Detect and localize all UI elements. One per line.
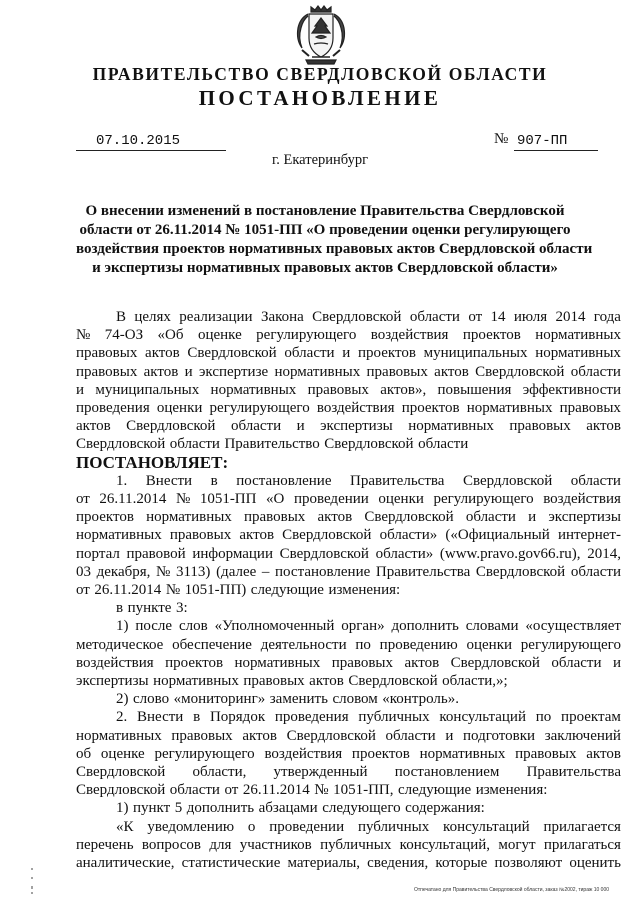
scan-margin-marks xyxy=(29,866,35,896)
title-line: О внесении изменений в постановление Правительства Свердловской xyxy=(85,203,565,219)
document-body xyxy=(76,308,621,872)
title-line: и экспертизы нормативных правовых актов Свердловской области» xyxy=(92,260,558,276)
body-line: методическое обеспечение деятельности по проведению оценки регулирующего xyxy=(76,636,621,653)
decree-word: ПОСТАНОВЛЯЕТ: xyxy=(76,452,229,472)
document-title xyxy=(76,202,593,278)
body-line: в пункте 3: xyxy=(116,600,188,617)
body-line: проектов нормативных правовых актов Свердловской области и экспертизы xyxy=(76,509,621,526)
body-line: Свердловской области, утвержденный постановлением Правительства xyxy=(76,764,621,781)
body-line: об оценке регулирующего воздействия проектов нормативных правовых актов xyxy=(76,745,621,762)
body-line: Свердловской области Правительство Свердловской области xyxy=(76,436,469,453)
document-date: 07.10.2015 xyxy=(96,133,181,149)
body-line: В целях реализации Закона Свердловской области от 14 июля 2014 года xyxy=(116,309,621,325)
date-field xyxy=(76,132,226,151)
body-line: правовых актов Свердловской области и проектов муниципальных нормативных xyxy=(76,345,621,362)
body-line: экспертизы нормативных правовых актов Свердловской области,»; xyxy=(76,673,508,690)
body-line: проведения оценки регулирующего воздействия проектов нормативных правовых xyxy=(76,400,621,417)
body-line: 1) пункт 5 дополнить абзацами следующего содержания: xyxy=(116,800,485,817)
print-footer: Отпечатано для Правительства Свердловской области, заказ №2002, тираж 10 000 xyxy=(414,887,610,893)
body-line: № 74-ОЗ «Об оценке регулирующего воздействия проектов нормативных xyxy=(76,327,621,344)
body-line: воздействия проектов нормативных правовых актов Свердловской области и xyxy=(76,654,621,671)
body-line: правовых актов и экспертизе нормативных правовых актов Свердловской области xyxy=(76,363,621,380)
document-type: ПОСТАНОВЛЕНИЕ xyxy=(198,86,442,110)
government-name: ПРАВИТЕЛЬСТВО СВЕРДЛОВСКОЙ ОБЛАСТИ xyxy=(92,64,548,84)
body-line: от 26.11.2014 № 1051-ПП) следующие изменения: xyxy=(76,582,401,599)
body-line: портал правовой информации Свердловской области» (www.pravo.gov66.ru), 2014, xyxy=(76,545,621,562)
body-line: и муниципальных нормативных правовых актов», повышения эффективности xyxy=(76,381,621,398)
body-line: 1. Внести в постановление Правительства Свердловской области xyxy=(116,472,621,489)
body-line: нормативных правовых актов Свердловской области и подготовки заключений xyxy=(76,727,621,744)
body-line: «К уведомлению о проведении публичных консультаций прилагается xyxy=(116,818,621,835)
number-field xyxy=(514,132,598,151)
title-line: области от 26.11.2014 № 1051-ПП «О проведении оценки регулирующего xyxy=(79,222,571,238)
body-line: нормативных правовых актов Свердловской области» («Официальный интернет- xyxy=(76,527,621,544)
body-line: 03 декабря, № 3113) (далее – постановление Правительства Свердловской области xyxy=(76,563,621,580)
number-label: № xyxy=(494,131,509,147)
body-line: Свердловской области от 26.11.2014 № 1051-ПП, следующие изменения: xyxy=(76,782,548,799)
body-line: аналитические, статистические материалы, сведения, которые позволяют оценить xyxy=(76,855,621,872)
city: г. Екатеринбург xyxy=(271,152,369,168)
document-number: 907-ПП xyxy=(517,133,568,149)
body-line: от 26.11.2014 № 1051-ПП «О проведении оценки регулирующего воздействия xyxy=(76,491,621,508)
body-line: актов Свердловской области и экспертизы нормативных правовых актов xyxy=(76,418,621,435)
body-line: 2. Внести в Порядок проведения публичных консультаций по проектам xyxy=(116,709,621,726)
body-line: перечень вопросов для участников публичных консультаций, могут прилагаться xyxy=(76,836,621,853)
title-line: воздействия проектов нормативных правовых актов Свердловской области xyxy=(76,241,593,257)
coat-of-arms-icon xyxy=(292,4,350,66)
body-line: 1) после слов «Уполномоченный орган» дополнить словами «осуществляет xyxy=(116,618,621,635)
body-line: 2) слово «мониторинг» заменить словом «контроль». xyxy=(116,691,459,708)
